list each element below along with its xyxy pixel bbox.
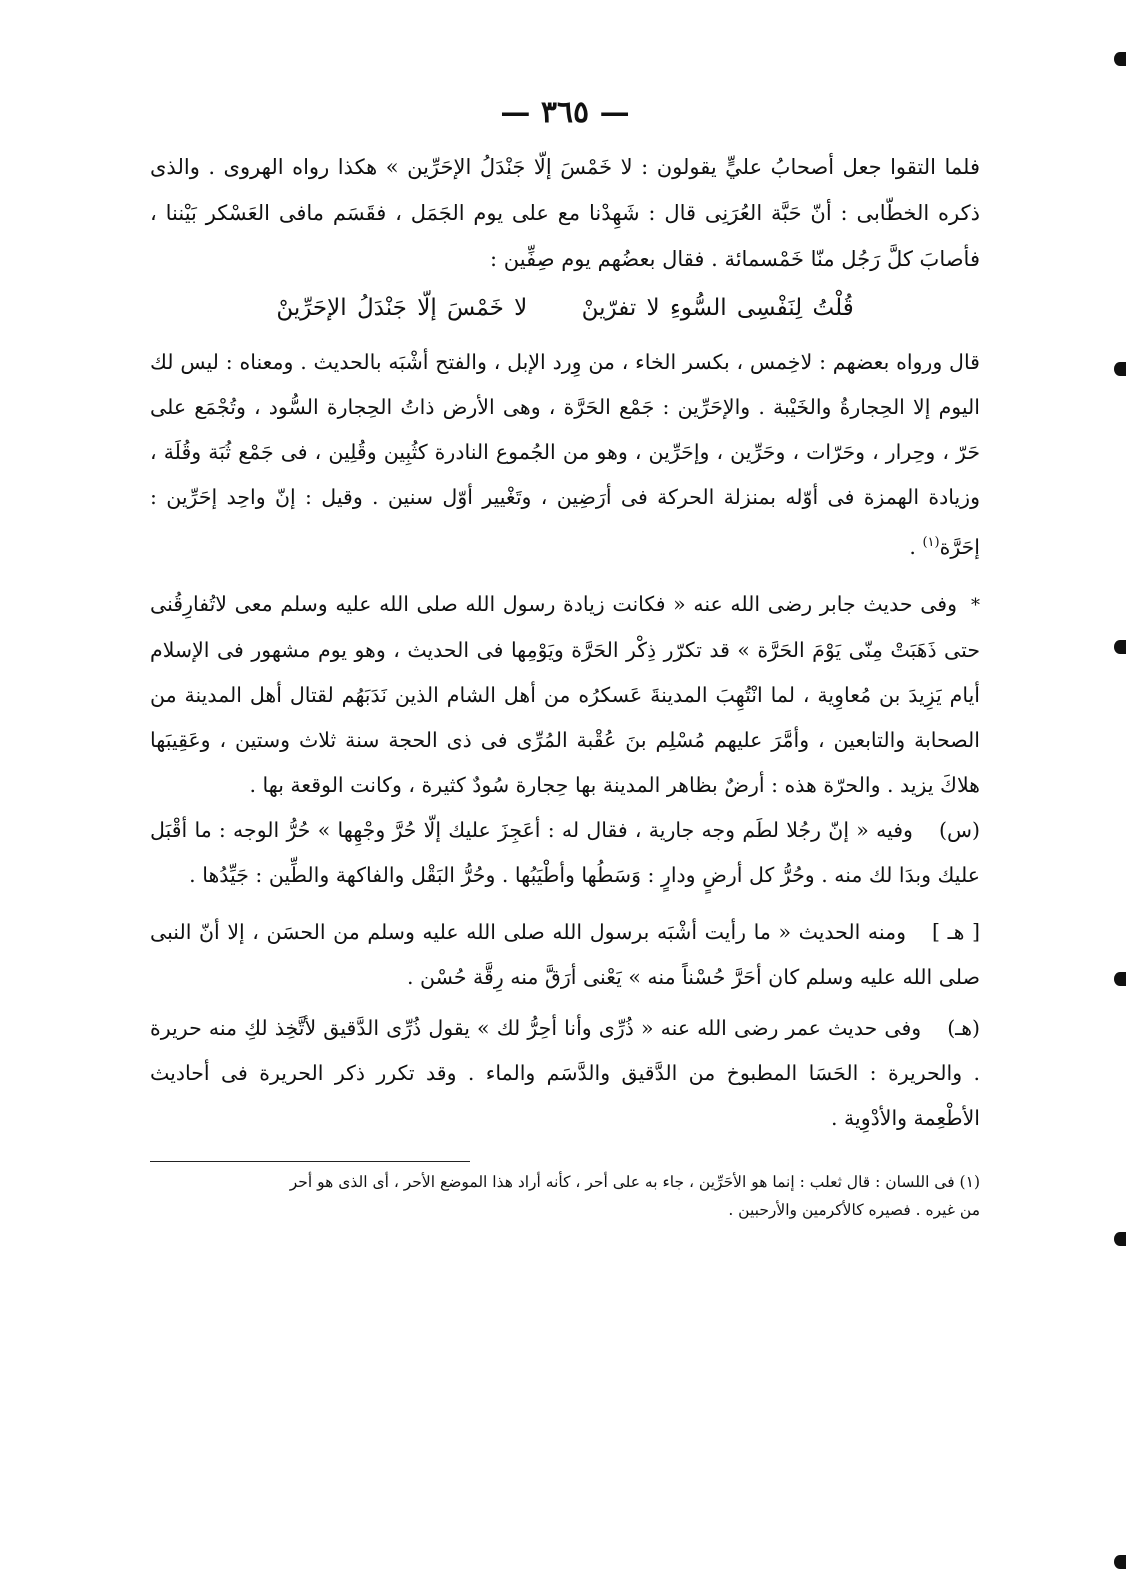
- footnote-separator: [150, 1161, 470, 1162]
- scan-edge-mark: [1114, 640, 1126, 654]
- paragraph-umar-hadith: [150, 1006, 980, 1141]
- paragraph-jabir-hadith: [150, 582, 980, 808]
- source-marker-h-paren: (هـ): [947, 1015, 980, 1040]
- verse-hemistich-second: لا خَمْسَ إلّا جَنْدَلُ الإحَرِّينْ: [276, 295, 528, 321]
- footnote-line: (١) فى اللسان : قال ثعلب : إنما هو الأحَرِّين ، جاء به على أحر ، كأنه أراد هذا الموضع الأحر ، أى الذى هو أحر: [289, 1172, 980, 1191]
- scan-edge-mark: [1114, 1555, 1126, 1569]
- page-number: — ٣٦٥ —: [500, 95, 630, 130]
- paragraph-explanation: [150, 340, 980, 570]
- footnote-line: من غيره . فصيره كالأكرمين والأرحبين .: [728, 1200, 980, 1219]
- paragraph-explanation-end: .: [909, 534, 923, 559]
- paragraph-hasan-text: ومنه الحديث « ما رأيت أشْبَه برسول الله صلى الله عليه وسلم من الحسَن ، إلا أنّ النبى صلى الله عليه وسلم كان أحَرَّ حُسْناً منه » يَعْنى أرَقَّ منه رِقَّة حُسْن .: [150, 919, 980, 989]
- paragraph-umar-text: وفى حديث عمر رضى الله عنه « ذُرِّى وأنا أحِرُّ لك » يقول ذُرِّى الدَّقيق لأتَّخِذ لكِ منه حريرة . والحريرة : الحَسَا المطبوخ من الدَّقيق والدَّسَم والماء . وقد تكرر ذكر الحريرة فى أحاديث الأطْعِمة والأدْوِية .: [150, 1015, 980, 1130]
- paragraph-face-hadith: [150, 808, 980, 898]
- source-marker-s: (س): [938, 817, 980, 842]
- poetry-verse: [150, 286, 980, 330]
- footnotes: [150, 1168, 980, 1224]
- scan-edge-mark: [1114, 52, 1126, 66]
- paragraph-jabir-text: وفى حديث جابر رضى الله عنه « فكانت زيادة رسول الله صلى الله عليه وسلم معى لاتُفارِقُنى حتى ذَهَبَتْ مِنّى يَوْمَ الحَرَّة » قد تكرّر ذِكْر الحَرَّة ويَوْمِها فى الحديث ، وهو يوم مشهور فى الإسلام أيام يَزِيدَ بن مُعاوِية ، لما انْتُهِبَ المدينةَ عَسكرُه من أهل الشام الذين نَدَبَهُم لقتال أهل المدينة من الصحابة والتابعين ، وأمَّرَ عليهم مُسْلِم بنَ عُقْبة المُرِّى فى ذى الحجة سنة ثلاث وستين ، وعَقِيبَها هلاكَ يزيد . والحرّة هذه : أرضٌ بظاهر المدينة بها حِجارة سُودٌ كثيرة ، وكانت الوقعة بها .: [150, 591, 980, 797]
- star-marker: *: [971, 594, 980, 616]
- source-marker-h-bracket: [ هـ ]: [932, 919, 980, 944]
- paragraph-hasan-hadith: [150, 910, 980, 1000]
- paragraph-intro: فلما التقوا جعل أصحابُ عليٍّ يقولون : لا خَمْسَ إلّا جَنْدَلُ الإحَرِّين » هكذا رواه الهروى . والذى ذكره الخطّابى : أنّ حَبَّة العُرَنِى قال : شَهِدْنا مع على يوم الجَمَل ، فقَسَم مافى العَسْكر بَيْننا ، فأصابَ كلَّ رَجُل منّا خَمْسمائة . فقال بعضُهم يوم صِفِّين :: [150, 155, 980, 271]
- scan-edge-mark: [1114, 972, 1126, 986]
- verse-hemistich-first: قُلْتُ لِنَفْسِى السُّوءِ لا تفرّينْ: [581, 295, 854, 321]
- document-page: [150, 95, 980, 1224]
- paragraph-face-text: وفيه « إنّ رجُلا لطَم وجه جارية ، فقال له : أعَجِزَ عليك إلّا حُرَّ وجْهِها » حُرُّ الوجه : ما أقْبَل عليك وبدَا لك منه . وحُرُّ كل أرضٍ ودارٍ : وَسَطُها وأطْيَبُها . وحُرُّ البَقْل والفاكهة والطِّين : جَيِّدُها .: [150, 817, 980, 887]
- paragraph-explanation-text: قال ورواه بعضهم : لاخِمس ، بكسر الخاء ، من وِرد الإبل ، والفتح أشْبَه بالحديث . ومعناه : ليس لك اليوم إلا الحِجارةُ والخَيْبة . والإحَرِّين : جَمْع الحَرَّة ، وهى الأرض ذاتُ الحِجارة السُّود ، وتُجْمَع على حَرّ ، وحِرار ، وحَرّات ، وحَرِّين ، وإحَرِّين ، وهو من الجُموع النادرة كثُبِين وقُلِين ، فى جَمْع ثُبَة وقُلَة ، وزيادة الهمزة فى أوّله بمنزلة الحركة فى أرَضِين ، وتَغْيير أوّل سنين . وقيل : إنّ واحِد إحَرِّين : إحَرَّة: [150, 350, 980, 559]
- scan-edge-mark: [1114, 1232, 1126, 1246]
- scan-edge-mark: [1114, 362, 1126, 376]
- footnote-reference: (١): [922, 535, 940, 550]
